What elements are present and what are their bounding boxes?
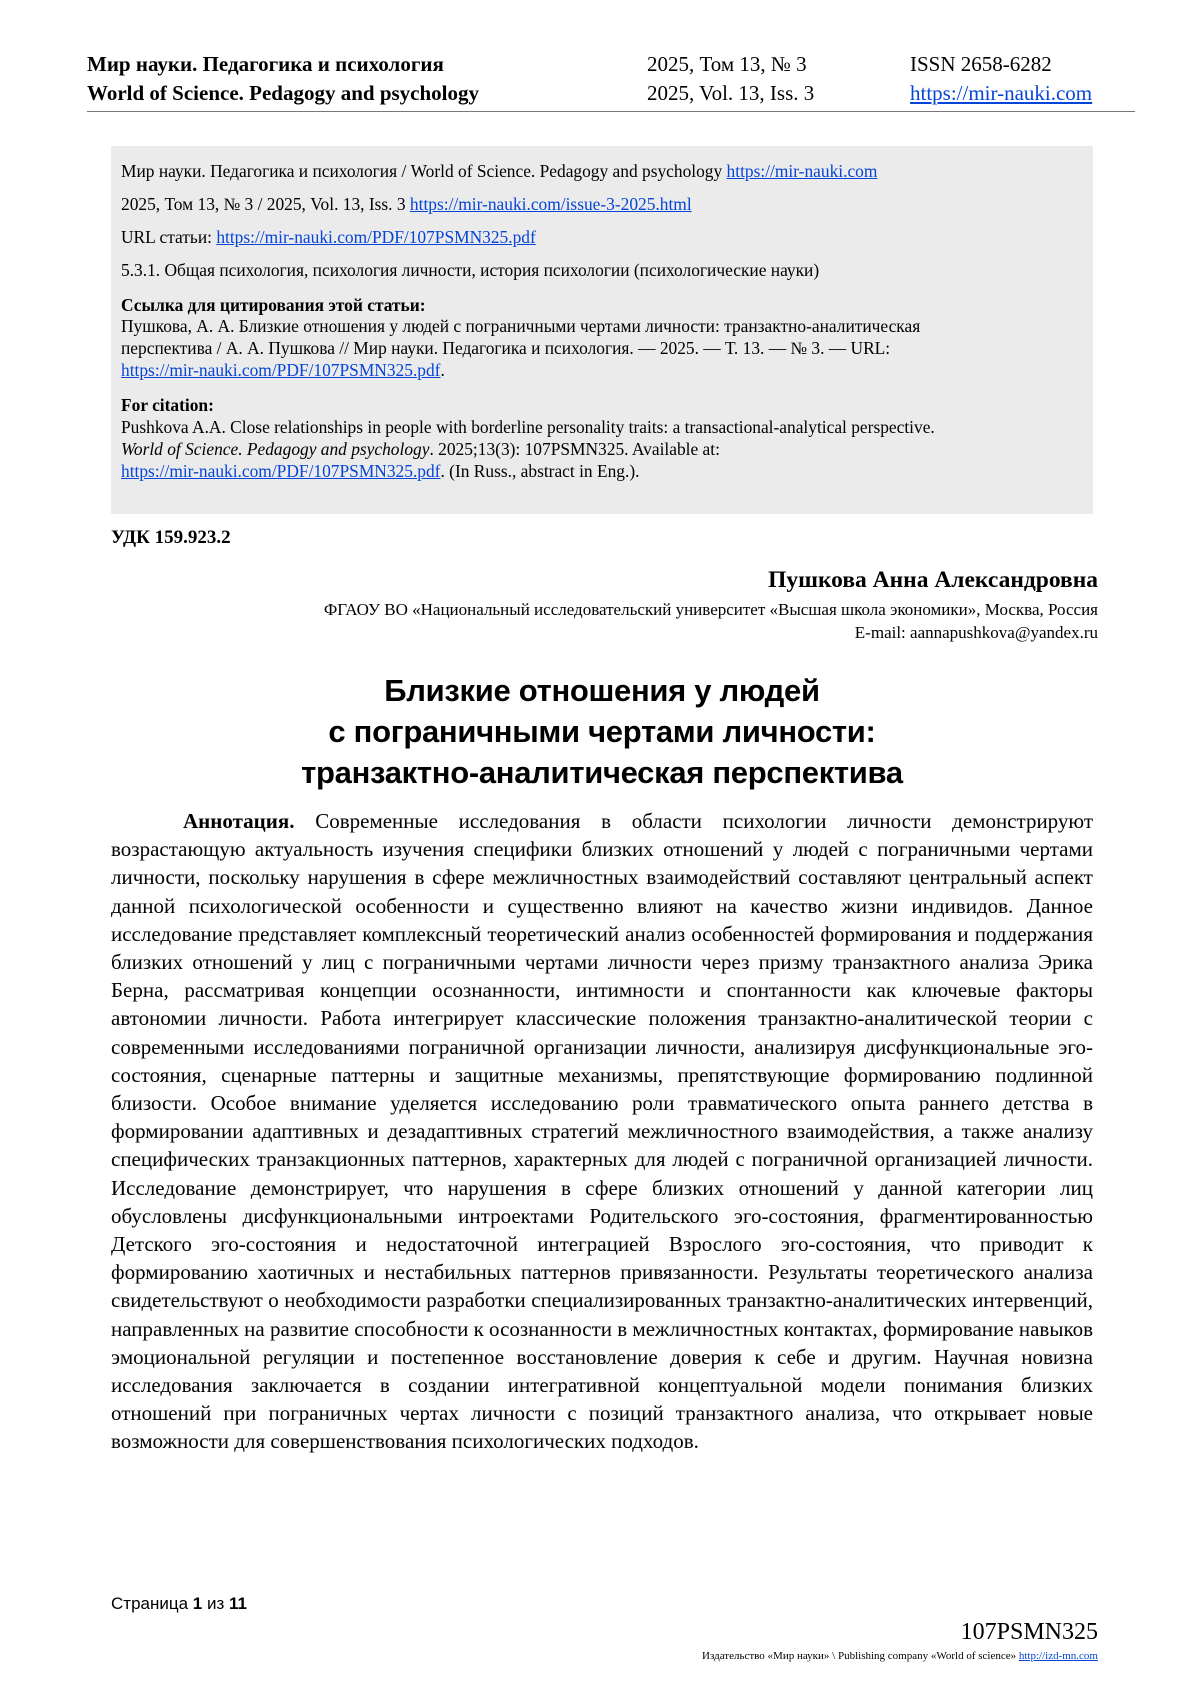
header-divider [87, 111, 1135, 112]
abstract [111, 807, 1093, 1456]
article-title [111, 670, 1093, 793]
cite-url-label: URL статьи: [121, 227, 217, 247]
cite-issue-line [121, 193, 692, 215]
running-header [87, 50, 1135, 112]
cite-ru-line-3 [121, 359, 445, 381]
cite-en-details: . 2025;13(3): 107PSMN325. Available at: [429, 439, 720, 459]
udk-code: УДК 159.923.2 [111, 527, 231, 548]
issn: ISSN 2658-6282 [910, 52, 1052, 76]
cite-en-line-1: Pushkova A.A. Close relationships in people with borderline personality traits: a transactional-analytical perspective. [121, 417, 935, 437]
citation-box [111, 146, 1093, 514]
cite-en-line-2 [121, 438, 720, 460]
abstract-paragraph [111, 807, 1093, 1456]
page-word: Страница [111, 1594, 189, 1613]
author-affiliation: ФГАОУ ВО «Национальный исследовательский университет «Высшая школа экономики», Москва, Россия [323, 600, 1098, 619]
issue-en: 2025, Vol. 13, Iss. 3 [647, 81, 815, 105]
publisher-line [702, 1650, 1098, 1662]
cite-ru-heading: Ссылка для цитирования этой статьи: [121, 295, 426, 315]
cite-issue-link[interactable]: https://mir-nauki.com/issue-3-2025.html [409, 194, 692, 214]
abstract-label: Аннотация. [183, 809, 295, 833]
cite-ru-line-2: перспектива / А. А. Пушкова // Мир науки. Педагогика и психология. — 2025. — Т. 13. — № 3. — URL: [121, 338, 891, 358]
abstract-text: Современные исследования в области психологии личности демонстрируют возрастающую актуальность изучения специфики близких отношений у людей с пограничными чертами личности, поскольку нарушения в сфере межличностных взаимодействий составляют центральный аспект данной психологической особенности и существенно влияют на качество жизни индивидов. Данное исследование представляет комплексный теоретический анализ особенностей формирования и поддержания близких отношений у лиц с пограничными чертами личности через призму транзактного анализа Эрика Берна, рассматривая концепции осознанности, интимности и спонтанности как ключевые факторы автономии личности. Работа интегрирует классические положения транзактно-аналитической теории с современными исследованиями пограничной организации личности, анализируя дисфункциональные эго-состояния, сценарные паттерны и защитные механизмы, препятствующие формированию подлинной близости. Особое внимание уделяется исследованию роли травматического опыта раннего детства в формировании адаптивных и дезадаптивных стратегий межличностного взаимодействия, а также анализу специфических транзакционных паттернов, характерных для людей с пограничной организацией личности. Исследование демонстрирует, что нарушения в сфере близких отношений у данной категории лиц обусловлены дисфункциональными интроектами Родительского эго-состояния, фрагментированностью Детского эго-состояния и недостаточной интеграцией Взрослого эго-состояния, что приводит к формированию хаотичных и нестабильных паттернов привязанности. Результаты теоретического анализа свидетельствуют о необходимости разработки специализированных транзактно-аналитических интервенций, направленных на развитие способности к осознанности в межличностных контактах, формирование навыков эмоциональной регуляции и постепенное восстановление доверия к себе и другим. Научная новизна исследования заключается в создании интегративной концептуальной модели понимания близких отношений при пограничных чертах личности с позиций транзактного анализа, что открывает новые возможности для совершенствования психологических подходов. [111, 809, 1093, 1454]
page-number [111, 1594, 247, 1614]
cite-en-journal: World of Science. Pedagogy and psychology [121, 439, 430, 459]
title-line-1: Близкие отношения у людей [384, 673, 820, 708]
issue-block [647, 50, 814, 108]
author-email: E-mail: aannapushkova@yandex.ru [854, 623, 1098, 642]
cite-journal-text: Мир науки. Педагогика и психология / World of Science. Pedagogy and psychology [121, 161, 727, 181]
cite-en-tail: . (In Russ., abstract in Eng.). [440, 461, 640, 481]
cite-en-heading: For citation: [121, 395, 214, 415]
page-total: 11 [229, 1594, 248, 1613]
cite-specialty-line: 5.3.1. Общая психология, психология личности, история психологии (психологические науки) [121, 260, 820, 280]
journal-site-link[interactable]: https://mir-nauki.com [910, 81, 1093, 105]
cite-journal-line [121, 160, 877, 182]
journal-title-en: World of Science. Pedagogy and psychology [87, 81, 480, 105]
journal-title-ru: Мир науки. Педагогика и психология [87, 52, 444, 76]
cite-ru-link[interactable]: https://mir-nauki.com/PDF/107PSMN325.pdf [121, 360, 441, 380]
cite-journal-link[interactable]: https://mir-nauki.com [726, 161, 878, 181]
cite-ru-tail: . [440, 360, 445, 380]
cite-en-link[interactable]: https://mir-nauki.com/PDF/107PSMN325.pdf [121, 461, 441, 481]
issue-ru: 2025, Том 13, № 3 [647, 52, 807, 76]
article-id: 107PSMN325 [960, 1619, 1098, 1645]
publisher-link[interactable]: http://izd-mn.com [1018, 1650, 1098, 1662]
page-current: 1 [192, 1594, 203, 1613]
journal-title-block [87, 50, 479, 108]
author-name: Пушкова Анна Александровна [768, 567, 1098, 593]
cite-en-line-3 [121, 460, 639, 482]
cite-issue-text: 2025, Том 13, № 3 / 2025, Vol. 13, Iss. 3 [121, 194, 410, 214]
cite-article-link[interactable]: https://mir-nauki.com/PDF/107PSMN325.pdf [216, 227, 536, 247]
publisher-text: Издательство «Мир науки» \ Publishing company «World of science» [702, 1650, 1019, 1662]
page-of: из [207, 1594, 225, 1613]
cite-ru-line-1: Пушкова, А. А. Близкие отношения у людей с пограничными чертами личности: транзактно-аналитическая [121, 316, 921, 336]
cite-url-line [121, 226, 536, 248]
title-line-2: с пограничными чертами личности: [328, 714, 876, 749]
issn-block [910, 50, 1092, 108]
title-line-3: транзактно-аналитическая перспектива [301, 755, 903, 790]
